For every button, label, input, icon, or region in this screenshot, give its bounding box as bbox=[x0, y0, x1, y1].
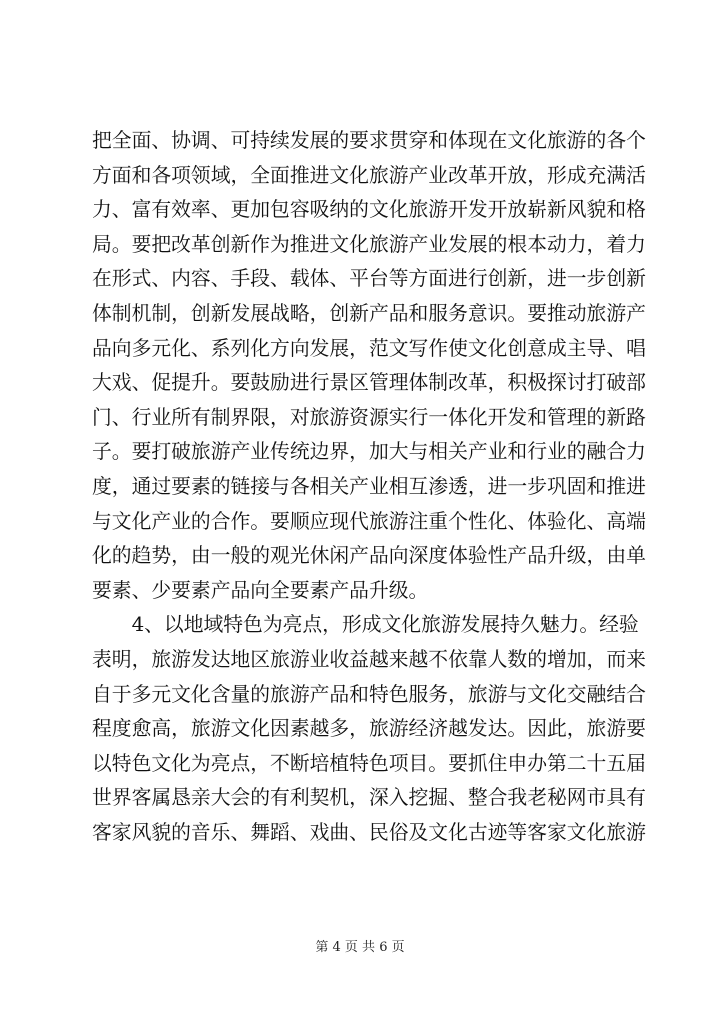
paragraph-line: 体制机制，创新发展战略，创新产品和服务意识。要推动旅游产 bbox=[92, 301, 646, 325]
document-body bbox=[92, 124, 646, 850]
paragraph-line: 子。要打破旅游产业传统边界，加大与相关产业和行业的融合力 bbox=[92, 440, 646, 464]
page-number-footer: 第 4 页 共 6 页 bbox=[315, 940, 405, 955]
paragraph-line: 方面和各项领域，全面推进文化旅游产业改革开放，形成充满活 bbox=[92, 163, 646, 187]
paragraph-line: 表明，旅游发达地区旅游业收益越来越不依靠人数的增加，而来 bbox=[92, 647, 646, 671]
paragraph-line: 在形式、内容、手段、载体、平台等方面进行创新，进一步创新 bbox=[92, 267, 646, 291]
paragraph-line: 大戏、促提升。要鼓励进行景区管理体制改革，积极探讨打破部 bbox=[92, 371, 646, 395]
paragraph-line: 度，通过要素的链接与各相关产业相互渗透，进一步巩固和推进 bbox=[92, 474, 646, 498]
paragraph-line: 客家风貌的音乐、舞蹈、戏曲、民俗及文化古迹等客家文化旅游 bbox=[92, 820, 646, 844]
paragraph-line: 4、以地域特色为亮点，形成文化旅游发展持久魅力。经验 bbox=[92, 613, 639, 637]
paragraph-line: 把全面、协调、可持续发展的要求贯穿和体现在文化旅游的各个 bbox=[92, 129, 646, 152]
paragraph-line: 门、行业所有制界限，对旅游资源实行一体化开发和管理的新路 bbox=[92, 405, 646, 429]
paragraph-line: 要素、少要素产品向全要素产品升级。 bbox=[92, 578, 429, 602]
paragraph-line: 世界客属恳亲大会的有利契机，深入挖掘、整合我老秘网市具有 bbox=[92, 786, 646, 810]
paragraph-line: 以特色文化为亮点，不断培植特色项目。要抓住申办第二十五届 bbox=[92, 751, 646, 775]
paragraph-line: 化的趋势，由一般的观光休闲产品向深度体验性产品升级，由单 bbox=[92, 544, 646, 568]
paragraph-line: 局。要把改革创新作为推进文化旅游产业发展的根本动力，着力 bbox=[92, 232, 646, 256]
paragraph-line: 与文化产业的合作。要顺应现代旅游注重个性化、体验化、高端 bbox=[92, 509, 646, 533]
paragraph-line: 程度愈高，旅游文化因素越多，旅游经济越发达。因此，旅游要 bbox=[92, 717, 646, 741]
paragraph-line: 品向多元化、系列化方向发展，范文写作使文化创意成主导、唱 bbox=[92, 336, 646, 360]
paragraph-line: 自于多元文化含量的旅游产品和特色服务，旅游与文化交融结合 bbox=[92, 682, 646, 706]
paragraph-line: 力、富有效率、更加包容吸纳的文化旅游开发开放崭新风貌和格 bbox=[92, 198, 646, 222]
